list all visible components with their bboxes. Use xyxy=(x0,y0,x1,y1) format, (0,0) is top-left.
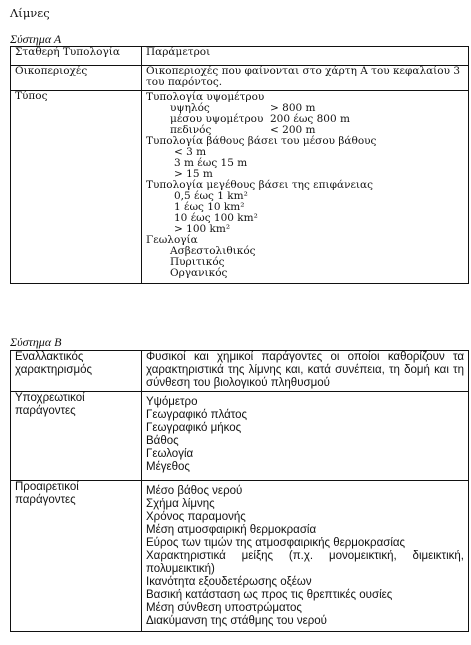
optional-factor: Χαρακτηριστικά μείξης (π.χ. μονομεικτική, διμεικτική, πολυμεικτική) xyxy=(146,550,464,575)
optional-factor: Βασική κατάσταση ως προς τις θρεπτικές ουσίες xyxy=(146,589,393,601)
optional-factor: Ικανότητα εξουδετέρωσης οξέων xyxy=(146,576,312,588)
optional-factor: Μέση σύνθεση υποστρώματος xyxy=(146,602,302,614)
system-a-table xyxy=(10,46,469,284)
optional-factor: Μέση ατμοσφαιρική θερμοκρασία xyxy=(146,524,317,536)
header-parameters: Παράμετροι xyxy=(142,47,469,66)
geology-item: Πυριτικός xyxy=(170,256,225,268)
ecoregions-label: Οικοπεριοχές xyxy=(11,66,142,91)
mandatory-factor: Γεωγραφικό μήκος xyxy=(146,422,242,434)
optional-factors-label: Προαιρετικοί παράγοντες xyxy=(11,481,142,632)
optional-factor: Χρόνος παραμονής xyxy=(146,511,246,523)
mandatory-factors-row xyxy=(11,392,469,481)
altitude-title: Τυπολογία υψομέτρου xyxy=(146,91,265,103)
optional-factors-list xyxy=(142,481,469,632)
table-header-row xyxy=(11,47,469,66)
altitude-item: υψηλός > 800 m xyxy=(170,102,316,114)
altitude-item: πεδινός < 200 m xyxy=(170,124,316,136)
optional-factors-row xyxy=(11,481,469,632)
size-title: Τυπολογία μεγέθους βάσει της επιφάνειας xyxy=(146,179,373,191)
mandatory-factor: Βάθος xyxy=(146,435,179,447)
mandatory-factor: Μέγεθος xyxy=(146,461,190,473)
size-item: 0,5 έως 1 km² xyxy=(174,190,248,202)
optional-factor: Εύρος των τιμών της ατμοσφαιρικής θερμοκρασίας xyxy=(146,537,406,549)
system-b-table xyxy=(10,350,469,632)
depth-item: > 15 m xyxy=(174,168,213,180)
ecoregions-text: Οικοπεριοχές που φαίνονται στο χάρτη Α του κεφαλαίου 3 του παρόντος. xyxy=(142,66,469,91)
geology-item: Οργανικός xyxy=(170,267,228,279)
mandatory-factors-label: Υποχρεωτικοί παράγοντες xyxy=(11,392,142,481)
mandatory-factor: Γεωγραφικό πλάτος xyxy=(146,409,248,421)
geology-item: Ασβεστολιθικός xyxy=(170,245,256,257)
geology-title: Γεωλογία xyxy=(146,234,198,246)
depth-item: 3 m έως 15 m xyxy=(174,157,248,169)
alt-characterisation-row xyxy=(11,351,469,392)
size-item: > 100 km² xyxy=(174,223,231,235)
size-item: 10 έως 100 km² xyxy=(174,212,258,224)
ecoregions-row xyxy=(11,66,469,91)
mandatory-factors-list xyxy=(142,392,469,481)
alt-characterisation-text: Φυσικοί και χημικοί παράγοντες οι οποίοι καθορίζουν τα χαρακτηριστικά της λίμνης και, κατά συνέπεια, τη δομή και τη σύνθεση του βιολογικού πληθυσμού xyxy=(142,351,469,392)
type-label: Τύπος xyxy=(11,91,142,284)
alt-characterisation-label: Εναλλακτικός χαρακτηρισμός xyxy=(11,351,142,392)
mandatory-factor: Γεωλογία xyxy=(146,448,194,460)
header-fixed-typology: Σταθερή Τυπολογία xyxy=(11,47,142,66)
optional-factor: Μέσο βάθος νερού xyxy=(146,485,243,497)
depth-item: < 3 m xyxy=(174,146,207,158)
depth-title: Τυπολογία βάθους βάσει του μέσου βάθους xyxy=(146,135,377,147)
optional-factor: Σχήμα λίμνης xyxy=(146,498,215,510)
system-b-heading: Σύστημα Β xyxy=(10,335,62,349)
system-a-heading: Σύστημα Α xyxy=(10,32,62,46)
size-item: 1 έως 10 km² xyxy=(174,201,245,213)
mandatory-factor: Υψόμετρο xyxy=(146,396,198,408)
optional-factor: Διακύμανση της στάθμης του νερού xyxy=(146,615,327,627)
altitude-item: μέσου υψομέτρου 200 έως 800 m xyxy=(170,113,350,125)
page-title: Λίμνες xyxy=(10,6,50,20)
type-row xyxy=(11,91,469,284)
type-parameters xyxy=(142,91,469,284)
